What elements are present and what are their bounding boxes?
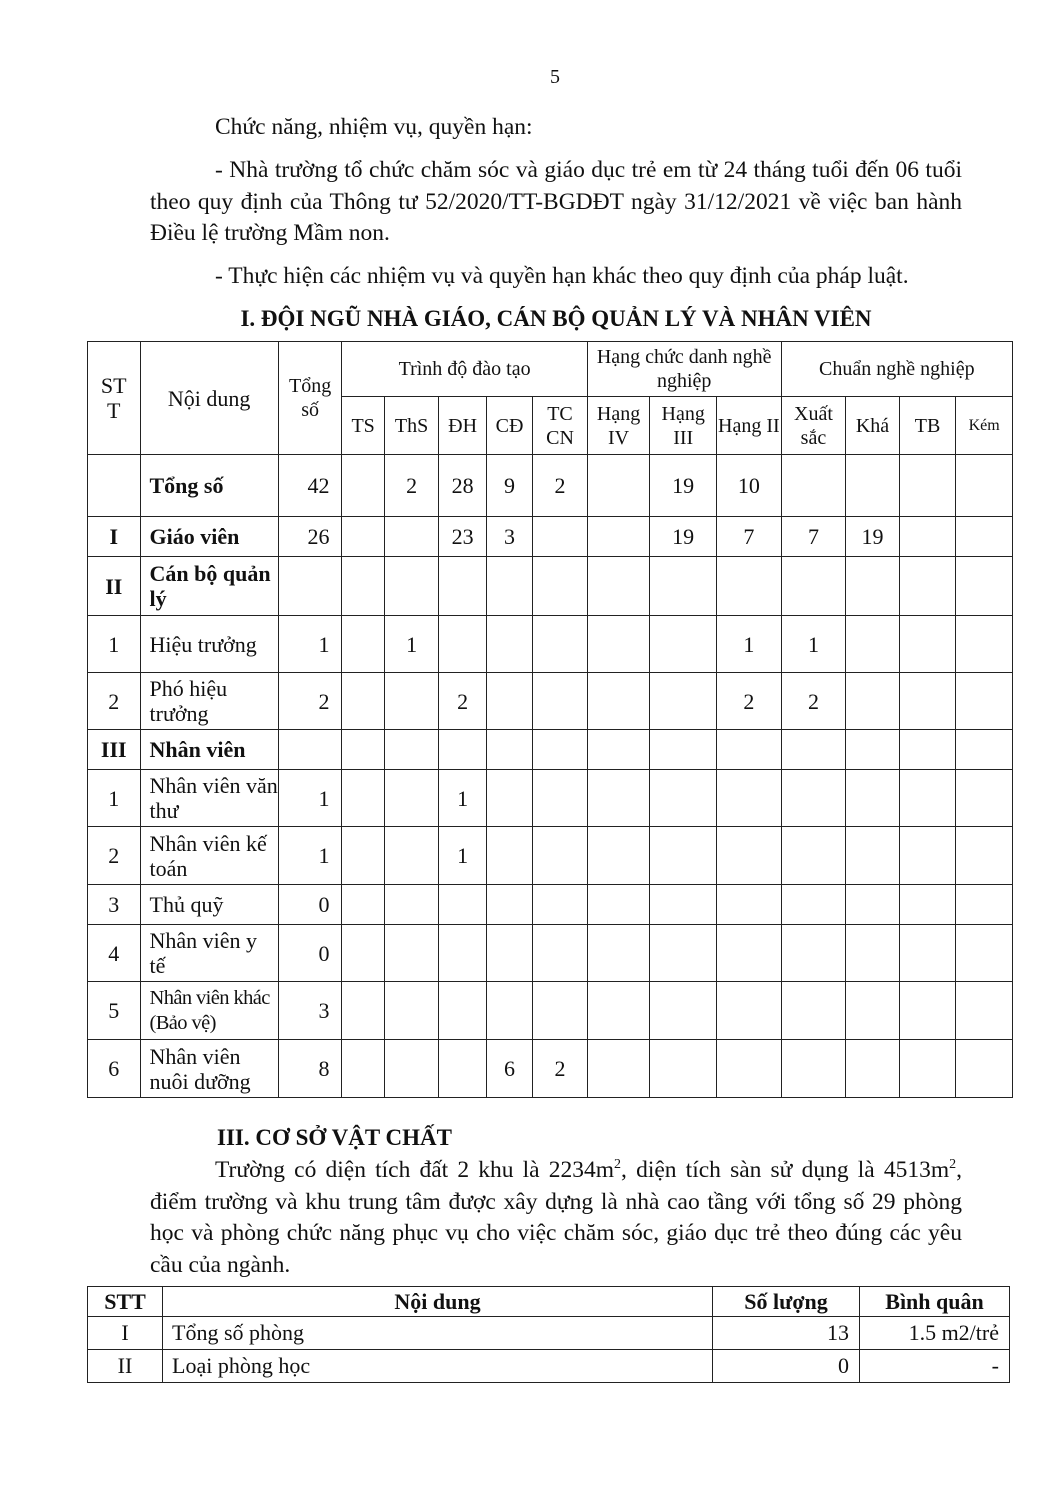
table-cell — [846, 455, 900, 517]
table-cell: 1 — [717, 616, 782, 673]
row-stt: III — [88, 730, 141, 770]
table-cell — [717, 885, 782, 925]
row-label: Giáo viên — [140, 517, 278, 557]
table-row — [88, 616, 1013, 673]
table-cell — [956, 770, 1013, 827]
table-cell: 10 — [717, 455, 782, 517]
table-cell — [384, 925, 439, 982]
table-cell — [439, 1040, 486, 1098]
row-stt: I — [88, 517, 141, 557]
table-cell — [899, 557, 956, 616]
table-cell — [846, 616, 900, 673]
table-cell — [587, 885, 650, 925]
subheader-cell: Kém — [956, 397, 1013, 455]
table-cell — [342, 925, 384, 982]
table-cell — [956, 925, 1013, 982]
table-cell: 1 — [384, 616, 439, 673]
table-cell — [899, 982, 956, 1040]
table-cell — [846, 885, 900, 925]
table-cell — [384, 730, 439, 770]
table-cell — [533, 616, 588, 673]
subheader-cell: Xuất sắc — [781, 397, 846, 455]
table-cell — [650, 885, 717, 925]
table-cell — [342, 885, 384, 925]
table-cell — [384, 885, 439, 925]
table-cell — [587, 557, 650, 616]
table-cell — [342, 730, 384, 770]
table-cell — [717, 827, 782, 885]
table-cell — [781, 982, 846, 1040]
table-cell — [342, 673, 384, 730]
table-cell — [439, 982, 486, 1040]
header-stt: STT — [88, 1287, 163, 1317]
table-cell — [781, 1040, 846, 1098]
section-1-title: I. ĐỘI NGŨ NHÀ GIÁO, CÁN BỘ QUẢN LÝ VÀ NHÂN VIÊN — [240, 306, 872, 331]
table-cell — [846, 557, 900, 616]
table-cell: 7 — [781, 517, 846, 557]
table-cell — [846, 982, 900, 1040]
row-stt: 2 — [88, 827, 141, 885]
table-cell — [956, 455, 1013, 517]
superscript: 2 — [614, 1157, 622, 1173]
row-stt: 5 — [88, 982, 141, 1040]
table-cell — [278, 730, 342, 770]
table-cell — [486, 730, 532, 770]
row-stt: 4 — [88, 925, 141, 982]
table-cell — [781, 557, 846, 616]
table-cell — [899, 517, 956, 557]
table-cell — [384, 673, 439, 730]
table-cell — [846, 827, 900, 885]
table-cell: 26 — [278, 517, 342, 557]
table-cell — [486, 925, 532, 982]
table-cell — [342, 770, 384, 827]
table-cell — [717, 982, 782, 1040]
subheader-cell: Khá — [846, 397, 900, 455]
table-cell — [717, 557, 782, 616]
table-cell — [587, 982, 650, 1040]
table-cell — [533, 517, 588, 557]
table-cell: 0 — [278, 885, 342, 925]
row-label: Thủ quỹ — [140, 885, 278, 925]
table-cell — [717, 925, 782, 982]
intro-item-1: - Nhà trường tổ chức chăm sóc và giáo dục trẻ em từ 24 tháng tuổi đến 06 tuổi theo quy định của Thông tư 52/2020/TT-BGDĐT ngày 31/12/2021 về việc ban hành Điều lệ trường Mầm non. — [150, 157, 962, 246]
row-label: Nhân viên nuôi dưỡng — [140, 1040, 278, 1098]
row-label: Nhân viên — [140, 730, 278, 770]
table-cell: 1 — [278, 770, 342, 827]
table-cell: Tổng số phòng — [163, 1317, 713, 1350]
header-trinh-do: Trình độ đào tạo — [342, 342, 587, 397]
table-cell — [846, 1040, 900, 1098]
table-row — [88, 557, 1013, 616]
table-cell — [587, 925, 650, 982]
table-cell — [956, 673, 1013, 730]
row-stt: II — [88, 557, 141, 616]
subheader-cell: Hạng IV — [587, 397, 650, 455]
table-cell — [486, 885, 532, 925]
row-stt: 1 — [88, 616, 141, 673]
row-stt: 3 — [88, 885, 141, 925]
table-cell — [650, 557, 717, 616]
table-cell — [342, 827, 384, 885]
header-stt: ST T — [88, 342, 141, 455]
table-cell — [486, 673, 532, 730]
table-cell — [533, 557, 588, 616]
table-cell — [650, 616, 717, 673]
table-row — [88, 1040, 1013, 1098]
table-cell — [781, 455, 846, 517]
table-cell — [717, 730, 782, 770]
table-cell: 2 — [439, 673, 486, 730]
subheader-cell: CĐ — [486, 397, 532, 455]
row-label: Nhân viên kế toán — [140, 827, 278, 885]
table-row — [88, 925, 1013, 982]
table-cell — [486, 616, 532, 673]
table-cell: 1.5 m2/trẻ — [860, 1317, 1010, 1350]
table-cell — [533, 827, 588, 885]
subheader-cell: ĐH — [439, 397, 486, 455]
facilities-table — [87, 1286, 1010, 1383]
table-cell: 2 — [384, 455, 439, 517]
table-cell — [899, 673, 956, 730]
table-cell: - — [860, 1350, 1010, 1383]
table-cell: 13 — [713, 1317, 860, 1350]
table-row — [88, 1350, 1010, 1383]
table-cell — [533, 730, 588, 770]
table-cell: 3 — [486, 517, 532, 557]
subheader-cell: TC CN — [533, 397, 588, 455]
table-cell — [717, 770, 782, 827]
table-cell — [342, 1040, 384, 1098]
table-row — [88, 1317, 1010, 1350]
row-label: Tổng số — [140, 455, 278, 517]
row-label: Nhân viên y tế — [140, 925, 278, 982]
page-number: 5 — [550, 66, 560, 88]
table-cell: 28 — [439, 455, 486, 517]
header-noi-dung: Nội dung — [140, 342, 278, 455]
table-cell — [650, 1040, 717, 1098]
table-cell — [587, 1040, 650, 1098]
table-cell — [486, 827, 532, 885]
table-cell: 0 — [713, 1350, 860, 1383]
table-cell — [486, 982, 532, 1040]
table-cell — [781, 885, 846, 925]
table-cell — [533, 982, 588, 1040]
table-cell — [899, 730, 956, 770]
table-row — [88, 885, 1013, 925]
para-part-b: , diện tích sàn sử dụng là 4513m — [621, 1157, 950, 1183]
table-cell — [384, 517, 439, 557]
table-cell — [439, 616, 486, 673]
table-cell — [781, 925, 846, 982]
header-tong-so: Tổng số — [278, 342, 342, 455]
table-row — [88, 455, 1013, 517]
table-cell — [956, 730, 1013, 770]
subheader-cell: Hạng III — [650, 397, 717, 455]
table-cell — [781, 827, 846, 885]
table-cell — [846, 730, 900, 770]
table-cell — [342, 557, 384, 616]
table-cell: 1 — [781, 616, 846, 673]
superscript: 2 — [949, 1157, 957, 1173]
staff-table — [87, 341, 1013, 1098]
table-cell — [533, 925, 588, 982]
table-cell: 2 — [278, 673, 342, 730]
table-cell: 6 — [486, 1040, 532, 1098]
table-cell: 1 — [278, 827, 342, 885]
table-cell: 2 — [717, 673, 782, 730]
table-cell: 2 — [781, 673, 846, 730]
table-cell — [899, 925, 956, 982]
table-cell — [956, 616, 1013, 673]
table-row — [88, 673, 1013, 730]
table-cell — [717, 1040, 782, 1098]
subheader-cell: TB — [899, 397, 956, 455]
table-cell: 7 — [717, 517, 782, 557]
table-cell — [587, 517, 650, 557]
table-row — [88, 827, 1013, 885]
header-so-luong: Số lượng — [713, 1287, 860, 1317]
table-cell — [384, 982, 439, 1040]
table-cell — [587, 770, 650, 827]
table-cell — [439, 885, 486, 925]
table-cell — [650, 730, 717, 770]
table-cell: 8 — [278, 1040, 342, 1098]
table-cell — [899, 1040, 956, 1098]
table-cell — [587, 455, 650, 517]
table-cell — [384, 557, 439, 616]
row-label: Nhân viên văn thư — [140, 770, 278, 827]
header-hang-chuc-danh: Hạng chức danh nghề nghiệp — [587, 342, 781, 397]
table-cell — [533, 770, 588, 827]
section-3-paragraph — [150, 1155, 962, 1281]
table-cell: 9 — [486, 455, 532, 517]
subheader-cell: ThS — [384, 397, 439, 455]
para-part-c: , điểm trường và khu trung tâm được xây dựng là nhà cao tầng với tổng số 29 phòng học và phòng chức năng phục vụ cho việc chăm sóc, giáo dục trẻ theo đúng các yêu cầu của ngành. — [150, 1157, 962, 1278]
table-cell — [486, 770, 532, 827]
row-label: Phó hiệu trưởng — [140, 673, 278, 730]
table-cell — [956, 982, 1013, 1040]
table-cell — [846, 770, 900, 827]
table-cell — [439, 557, 486, 616]
section-3-title: III. CƠ SỞ VẬT CHẤT — [217, 1125, 452, 1150]
table-cell: 1 — [439, 770, 486, 827]
table-cell: 1 — [439, 827, 486, 885]
row-label: Nhân viên khác (Bảo vệ) — [140, 982, 278, 1040]
table-cell — [899, 885, 956, 925]
table-cell: 3 — [278, 982, 342, 1040]
subheader-cell: TS — [342, 397, 384, 455]
table-row — [88, 517, 1013, 557]
row-stt: 1 — [88, 770, 141, 827]
table-row — [88, 982, 1013, 1040]
table-row — [88, 730, 1013, 770]
table-cell — [846, 673, 900, 730]
row-stt: 6 — [88, 1040, 141, 1098]
row-stt: 2 — [88, 673, 141, 730]
table-cell: 23 — [439, 517, 486, 557]
subheader-cell: Hạng II — [717, 397, 782, 455]
table-cell — [384, 770, 439, 827]
table-cell — [587, 673, 650, 730]
table-cell — [342, 455, 384, 517]
table-cell — [899, 770, 956, 827]
table-cell — [587, 730, 650, 770]
table-cell — [899, 455, 956, 517]
table-cell — [956, 885, 1013, 925]
table-cell — [899, 827, 956, 885]
table-cell — [650, 827, 717, 885]
table-cell — [956, 517, 1013, 557]
table-cell — [342, 517, 384, 557]
table-cell — [650, 982, 717, 1040]
intro-item-2: - Thực hiện các nhiệm vụ và quyền hạn khác theo quy định của pháp luật. — [215, 263, 909, 289]
table-cell — [278, 557, 342, 616]
table-cell — [650, 770, 717, 827]
row-label: Cán bộ quản lý — [140, 557, 278, 616]
table-cell: 0 — [278, 925, 342, 982]
table-cell — [956, 1040, 1013, 1098]
table-row — [88, 770, 1013, 827]
table-cell: 2 — [533, 1040, 588, 1098]
table-cell: I — [88, 1317, 163, 1350]
table-cell: 19 — [846, 517, 900, 557]
table-cell — [899, 616, 956, 673]
table-cell — [384, 827, 439, 885]
table-cell — [486, 557, 532, 616]
table-cell: 42 — [278, 455, 342, 517]
table-cell: II — [88, 1350, 163, 1383]
table-cell — [846, 925, 900, 982]
table-cell — [650, 673, 717, 730]
table-cell — [781, 730, 846, 770]
table-cell — [956, 827, 1013, 885]
row-stt — [88, 455, 141, 517]
table-cell — [342, 616, 384, 673]
para-part-a: Trường có diện tích đất 2 khu là 2234m — [215, 1157, 615, 1183]
table-cell — [342, 982, 384, 1040]
table-cell — [781, 770, 846, 827]
table-cell — [587, 616, 650, 673]
header-binh-quan: Bình quân — [860, 1287, 1010, 1317]
table-cell: 1 — [278, 616, 342, 673]
table-cell — [533, 673, 588, 730]
table-cell — [439, 925, 486, 982]
table-cell: 19 — [650, 455, 717, 517]
header-chuan-nghe-nghiep: Chuẩn nghề nghiệp — [781, 342, 1012, 397]
header-noi-dung: Nội dung — [163, 1287, 713, 1317]
table-cell — [533, 885, 588, 925]
row-label: Hiệu trưởng — [140, 616, 278, 673]
table-cell — [587, 827, 650, 885]
table-cell — [439, 730, 486, 770]
intro-heading: Chức năng, nhiệm vụ, quyền hạn: — [215, 114, 533, 140]
table-cell — [384, 1040, 439, 1098]
table-cell — [956, 557, 1013, 616]
table-cell: Loại phòng học — [163, 1350, 713, 1383]
table-cell — [650, 925, 717, 982]
table-cell: 19 — [650, 517, 717, 557]
table-cell: 2 — [533, 455, 588, 517]
